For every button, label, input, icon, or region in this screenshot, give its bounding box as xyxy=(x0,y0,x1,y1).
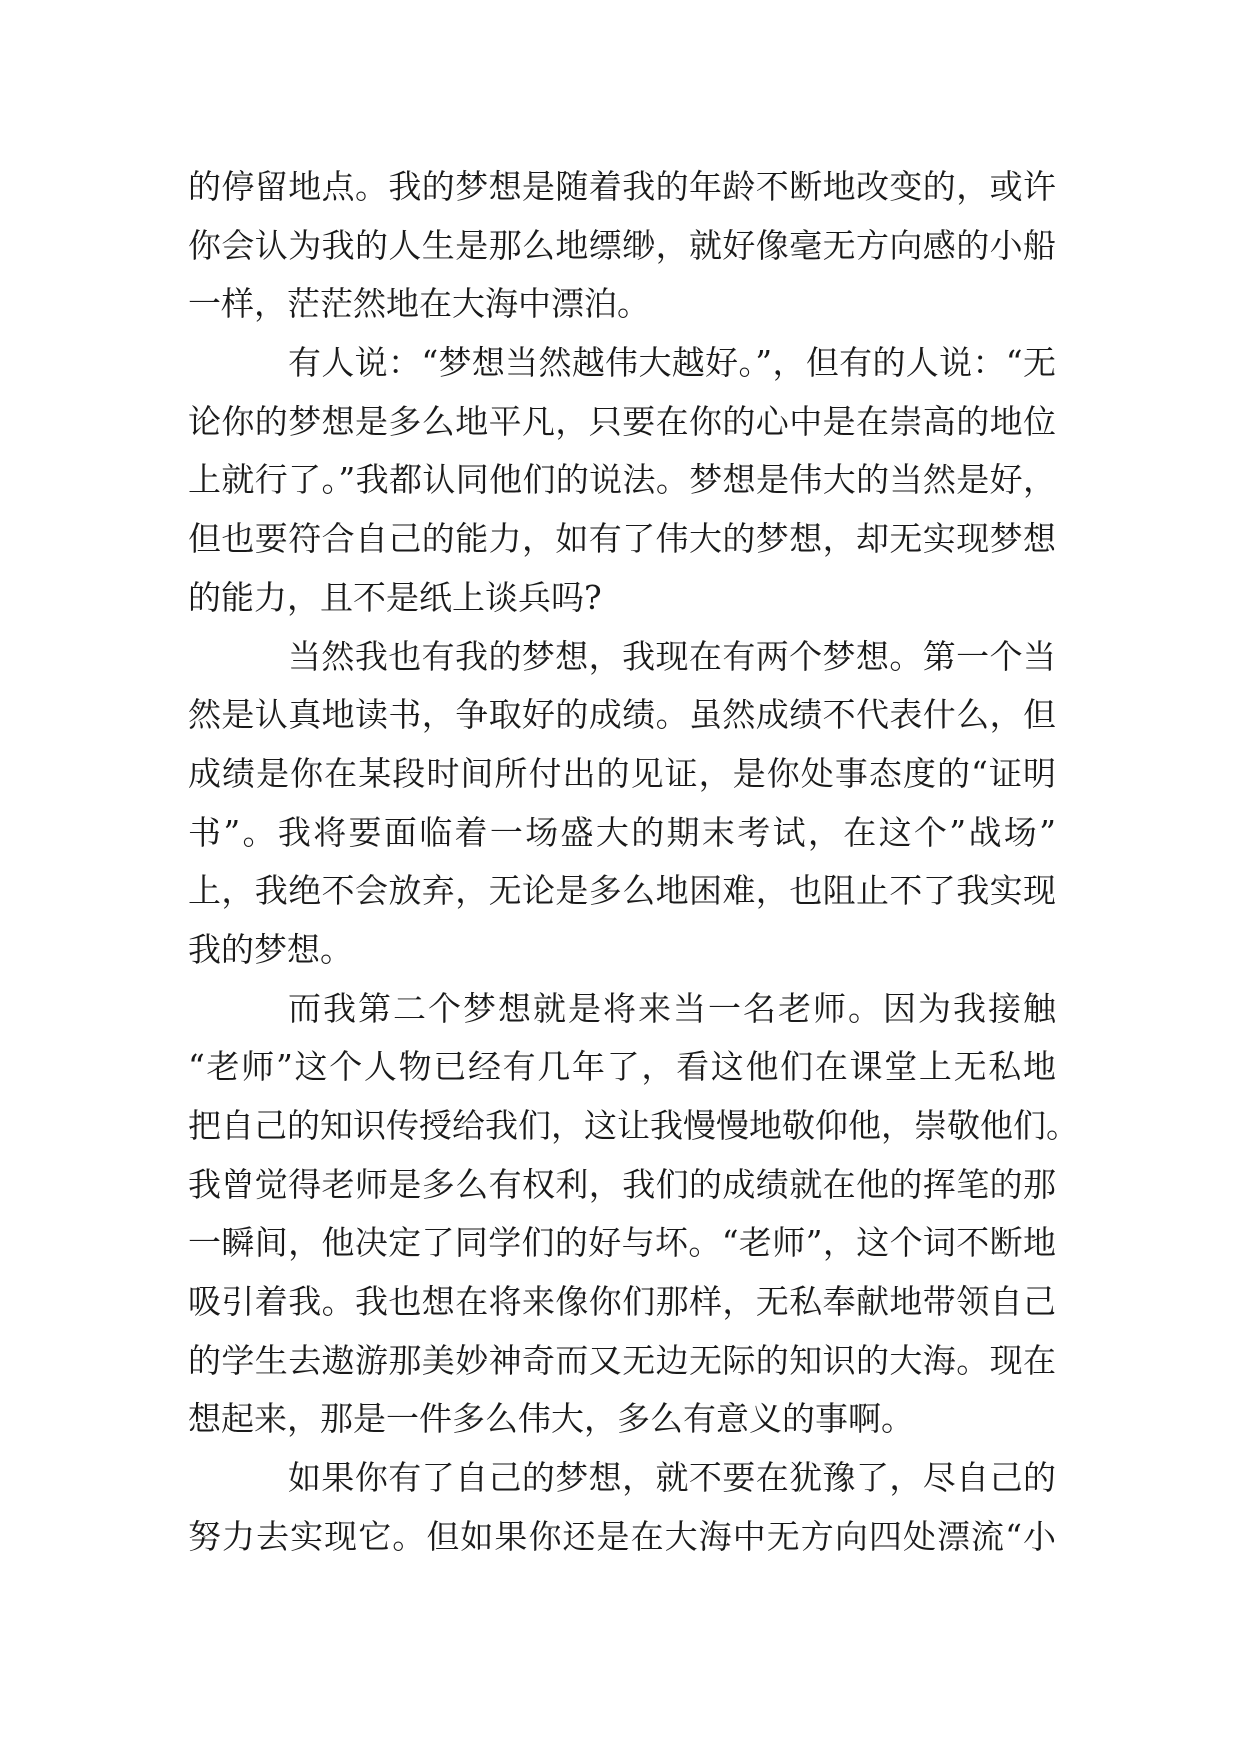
text-line: 想起来，那是一件多么伟大，多么有意义的事啊。 xyxy=(188,1399,914,1439)
text-line: 的能力，且不是纸上谈兵吗? xyxy=(188,577,602,617)
text-line: 上，我绝不会放弃，无论是多么地困难，也阻止不了我实现 xyxy=(188,871,1056,911)
text-line: 但也要符合自己的能力，如有了伟大的梦想，却无实现梦想 xyxy=(188,519,1056,559)
text-line: 的学生去遨游那美妙神奇而又无边无际的知识的大海。现在 xyxy=(188,1340,1056,1380)
text-line: 成绩是你在某段时间所付出的见证，是你处事态度的“证明 xyxy=(188,753,1056,793)
essay-body xyxy=(188,158,1079,1567)
text-line: 的停留地点。我的梦想是随着我的年龄不断地改变的，或许 xyxy=(188,167,1056,206)
text-line: 我的梦想。 xyxy=(188,929,353,969)
text-line: 你会认为我的人生是那么地缥缈，就好像毫无方向感的小船 xyxy=(188,225,1056,265)
text-line: 论你的梦想是多么地平凡，只要在你的心中是在崇高的地位 xyxy=(188,401,1056,441)
paragraph-first-line: 如果你有了自己的梦想，就不要在犹豫了，尽自己的 xyxy=(288,1458,1056,1498)
paragraph-first-line: 当然我也有我的梦想，我现在有两个梦想。第一个当 xyxy=(288,636,1056,676)
text-line: 吸引着我。我也想在将来像你们那样，无私奉献地带领自己 xyxy=(188,1282,1056,1322)
text-line: “老师”这个人物已经有几年了，看这他们在课堂上无私地 xyxy=(188,1047,1056,1087)
paragraph-first-line: 有人说：“梦想当然越伟大越好。”，但有的人说：“无 xyxy=(288,343,1056,383)
text-line: 上就行了。”我都认同他们的说法。梦想是伟大的当然是好， xyxy=(188,460,1056,500)
text-line: 书”。我将要面临着一场盛大的期末考试，在这个”战场” xyxy=(188,812,1056,852)
text-line: 把自己的知识传授给我们，这让我慢慢地敬仰他，崇敬他们。 xyxy=(188,1106,1079,1145)
text-line: 然是认真地读书，争取好的成绩。虽然成绩不代表什么，但 xyxy=(188,695,1056,735)
paragraph-first-line: 而我第二个梦想就是将来当一名老师。因为我接触 xyxy=(288,988,1056,1028)
text-line: 一瞬间，他决定了同学们的好与坏。“老师”，这个词不断地 xyxy=(188,1223,1056,1263)
text-line: 我曾觉得老师是多么有权利，我们的成绩就在他的挥笔的那 xyxy=(188,1164,1056,1204)
text-line: 一样，茫茫然地在大海中漂泊。 xyxy=(188,284,650,324)
text-line: 努力去实现它。但如果你还是在大海中无方向四处漂流“小 xyxy=(188,1516,1056,1556)
